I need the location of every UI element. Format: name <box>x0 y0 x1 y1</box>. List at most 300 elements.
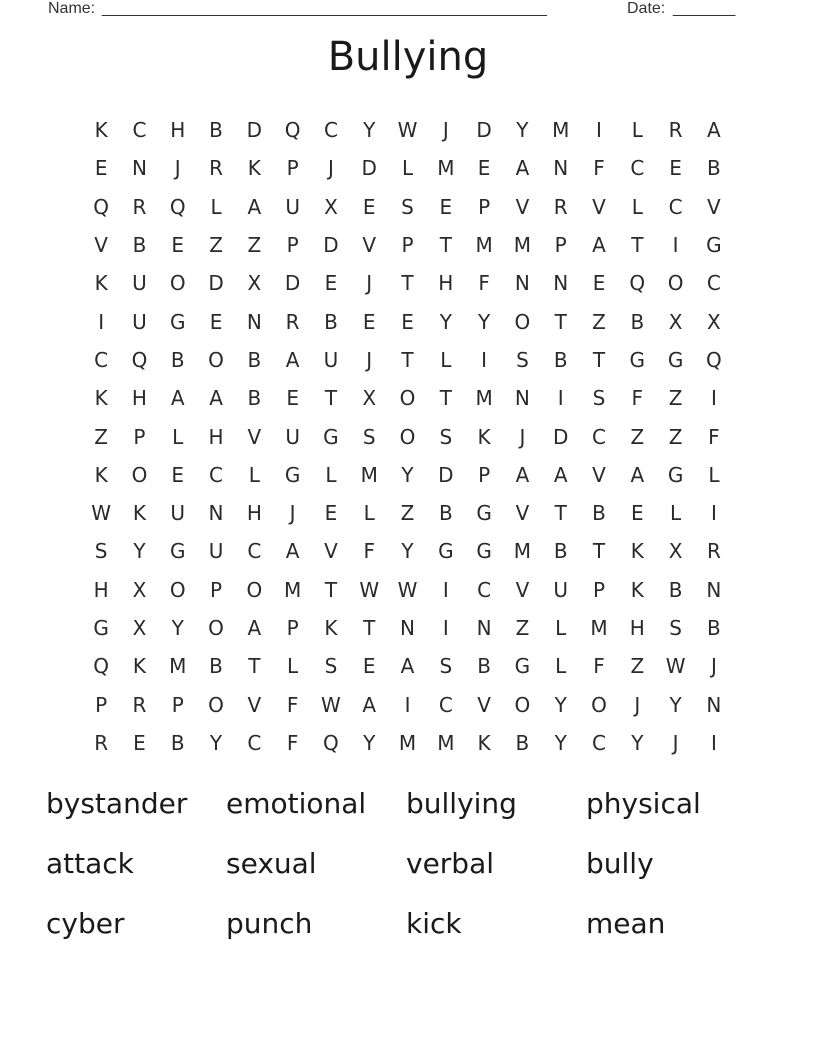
grid-cell: C <box>323 118 338 143</box>
grid-cell: L <box>363 501 375 526</box>
grid-cell: C <box>477 577 492 602</box>
grid-cell: P <box>554 233 567 258</box>
grid-cell: T <box>592 539 606 564</box>
grid-cell: I <box>710 730 717 755</box>
grid-cell: F <box>286 692 299 717</box>
grid-cell: B <box>515 730 530 755</box>
grid-cell: G <box>667 462 684 487</box>
grid-cell: F <box>708 424 720 449</box>
word-bank-item: mean <box>586 907 666 940</box>
grid-cell: W <box>91 501 112 526</box>
grid-cell: A <box>707 118 721 143</box>
grid-cell: Q <box>284 118 301 143</box>
grid-cell: O <box>131 462 148 487</box>
grid-cell: G <box>323 424 339 449</box>
grid-cell: C <box>438 692 453 717</box>
grid-cell: E <box>362 309 376 334</box>
grid-cell: T <box>363 616 376 640</box>
grid-cell: H <box>93 577 109 602</box>
grid-cell: R <box>132 194 147 219</box>
grid-cell: M <box>513 233 532 258</box>
grid-cell: D <box>323 233 339 258</box>
grid-cell: E <box>286 386 299 411</box>
grid-cell: C <box>592 730 606 755</box>
grid-cell: J <box>327 156 334 181</box>
grid-cell: Z <box>400 501 415 526</box>
grid-cell: O <box>591 692 607 717</box>
grid-cell: A <box>515 462 530 487</box>
grid-cell: K <box>94 386 108 411</box>
grid-cell: L <box>401 156 414 181</box>
grid-cell: A <box>247 616 262 640</box>
grid-cell: T <box>401 347 414 372</box>
grid-cell: N <box>131 156 147 181</box>
grid-cell: A <box>285 347 300 372</box>
name-label: Name: <box>48 0 96 17</box>
grid-cell: M <box>437 730 455 755</box>
grid-cell: P <box>133 424 146 449</box>
grid-cell: S <box>592 386 606 411</box>
grid-cell: R <box>209 156 223 181</box>
grid-cell: J <box>366 271 373 296</box>
grid-cell: B <box>630 309 645 334</box>
grid-cell: I <box>557 386 564 411</box>
grid-cell: K <box>94 462 108 487</box>
grid-cell: E <box>171 233 185 258</box>
grid-cell: Q <box>93 194 110 219</box>
word-bank-item: bully <box>586 847 654 880</box>
grid-cell: K <box>324 616 338 640</box>
grid-cell: G <box>514 654 531 679</box>
grid-cell: N <box>553 156 569 181</box>
grid-cell: Y <box>401 539 414 564</box>
grid-cell: T <box>439 386 452 411</box>
grid-cell: Q <box>629 271 646 296</box>
grid-cell: E <box>362 654 376 679</box>
grid-cell: U <box>132 309 147 334</box>
grid-cell: C <box>209 462 224 487</box>
grid-cell: E <box>362 194 376 219</box>
grid-cell: W <box>665 654 686 679</box>
word-bank-item: physical <box>586 787 701 820</box>
grid-cell: M <box>360 462 378 487</box>
grid-cell: A <box>630 462 645 487</box>
grid-cell: E <box>401 309 414 334</box>
grid-cell: M <box>437 156 455 181</box>
grid-cell: N <box>246 309 262 334</box>
grid-cell: B <box>209 654 223 679</box>
grid-cell: T <box>554 309 567 334</box>
grid-cell: I <box>98 309 105 334</box>
grid-cell: C <box>706 271 721 296</box>
grid-cell: O <box>514 309 531 334</box>
grid-cell: U <box>285 194 300 219</box>
grid-cell: F <box>286 730 299 755</box>
grid-cell: Y <box>133 539 146 564</box>
grid-cell: H <box>170 118 186 143</box>
grid-cell: U <box>170 501 186 526</box>
grid-cell: J <box>519 424 526 449</box>
grid-cell: S <box>439 654 453 679</box>
grid-cell: A <box>553 462 568 487</box>
grid-cell: J <box>174 156 181 181</box>
grid-cell: T <box>401 271 414 296</box>
word-bank <box>46 782 766 962</box>
grid-cell: P <box>592 577 606 602</box>
grid-cell: N <box>553 271 569 296</box>
grid-cell: I <box>710 386 717 411</box>
grid-cell: B <box>132 233 147 258</box>
grid-cell: S <box>516 347 529 372</box>
grid-cell: H <box>246 501 262 526</box>
grid-cell: X <box>668 539 683 564</box>
grid-cell: Y <box>554 730 567 755</box>
grid-cell: M <box>513 539 532 564</box>
grid-cell: N <box>706 692 722 717</box>
grid-cell: V <box>515 577 530 602</box>
word-bank-item: cyber <box>46 907 125 940</box>
grid-cell: Z <box>209 233 223 258</box>
grid-cell: K <box>94 271 108 296</box>
grid-cell: L <box>172 424 184 449</box>
grid-cell: C <box>630 156 645 181</box>
grid-cell: Y <box>631 730 644 755</box>
word-bank-item: verbal <box>406 847 495 880</box>
grid-cell: G <box>284 462 301 487</box>
grid-cell: S <box>669 616 682 640</box>
grid-cell: J <box>289 501 296 526</box>
grid-cell: B <box>477 654 491 679</box>
grid-cell: Z <box>515 616 530 640</box>
grid-cell: N <box>476 616 492 640</box>
grid-cell: V <box>592 194 606 219</box>
grid-cell: U <box>208 539 224 564</box>
grid-cell: G <box>476 501 492 526</box>
grid-cell: Y <box>554 692 567 717</box>
grid-cell: F <box>593 156 605 181</box>
grid-cell: G <box>629 347 646 372</box>
grid-cell: K <box>477 424 491 449</box>
grid-cell: X <box>132 616 147 640</box>
grid-cell: X <box>324 194 338 219</box>
grid-cell: P <box>210 577 223 602</box>
grid-cell: Q <box>131 347 148 372</box>
grid-cell: C <box>247 730 262 755</box>
grid-cell: D <box>246 118 263 143</box>
grid-cell: I <box>442 616 449 640</box>
grid-cell: P <box>286 156 299 181</box>
date-blank-line: _______ <box>673 0 736 17</box>
grid-cell: K <box>630 577 644 602</box>
grid-cell: V <box>247 424 262 449</box>
grid-cell: Y <box>363 118 376 143</box>
word-bank-item: emotional <box>226 787 367 820</box>
grid-cell: I <box>672 233 679 258</box>
grid-cell: B <box>209 118 223 143</box>
grid-cell: A <box>285 539 300 564</box>
grid-cell: W <box>359 577 380 602</box>
grid-cell: H <box>208 424 224 449</box>
grid-cell: Q <box>93 654 110 679</box>
grid-cell: T <box>324 577 338 602</box>
grid-cell: P <box>286 233 299 258</box>
grid-cell: N <box>706 577 722 602</box>
grid-cell: N <box>514 271 530 296</box>
grid-cell: K <box>477 730 491 755</box>
grid-cell: B <box>170 347 185 372</box>
grid-cell: M <box>590 616 608 640</box>
grid-cell: H <box>629 616 645 640</box>
grid-cell: K <box>94 118 108 143</box>
grid-cell: S <box>324 654 338 679</box>
grid-cell: G <box>476 539 492 564</box>
grid-cell: O <box>667 271 684 296</box>
grid-cell: E <box>324 271 338 296</box>
grid-cell: L <box>670 501 682 526</box>
grid-cell: T <box>554 501 567 526</box>
grid-cell: N <box>208 501 224 526</box>
grid-cell: Z <box>630 424 645 449</box>
grid-cell: V <box>592 462 606 487</box>
grid-cell: N <box>400 616 415 640</box>
grid-cell: G <box>169 539 186 564</box>
grid-cell: V <box>515 501 530 526</box>
grid-cell: P <box>95 692 108 717</box>
grid-cell: K <box>132 501 146 526</box>
grid-cell: E <box>477 156 491 181</box>
grid-cell: I <box>442 577 449 602</box>
grid-cell: D <box>284 271 301 296</box>
grid-cell: M <box>169 654 187 679</box>
grid-cell: C <box>94 347 109 372</box>
grid-cell: V <box>477 692 491 717</box>
grid-cell: R <box>706 539 721 564</box>
grid-cell: U <box>132 271 147 296</box>
grid-cell: O <box>514 692 531 717</box>
grid-cell: W <box>397 577 418 602</box>
grid-cell: Z <box>247 233 262 258</box>
grid-cell: S <box>439 424 453 449</box>
grid-cell: X <box>707 309 721 334</box>
grid-cell: Z <box>592 309 606 334</box>
grid-cell: C <box>132 118 147 143</box>
grid-cell: L <box>555 654 567 679</box>
grid-cell: R <box>285 309 300 334</box>
grid-cell: B <box>553 539 568 564</box>
grid-cell: M <box>398 730 417 755</box>
grid-cell: T <box>248 654 261 679</box>
grid-cell: L <box>287 654 299 679</box>
grid-cell: U <box>323 347 339 372</box>
grid-cell: C <box>247 539 262 564</box>
grid-cell: V <box>247 692 262 717</box>
grid-cell: L <box>631 194 643 219</box>
grid-cell: V <box>324 539 338 564</box>
grid-cell: B <box>553 347 568 372</box>
grid-cell: R <box>668 118 683 143</box>
grid-cell: K <box>247 156 261 181</box>
grid-cell: Z <box>668 386 683 411</box>
grid-cell: L <box>248 462 260 487</box>
grid-cell: A <box>400 654 415 679</box>
grid-cell: P <box>171 692 184 717</box>
grid-cell: S <box>362 424 376 449</box>
grid-cell: F <box>478 271 490 296</box>
grid-cell: J <box>672 730 679 755</box>
grid-cell: Y <box>478 309 491 334</box>
grid-cell: Y <box>516 118 529 143</box>
grid-cell: H <box>438 271 454 296</box>
grid-cell: D <box>208 271 224 296</box>
grid-cell: P <box>286 616 299 640</box>
grid-cell: T <box>592 347 606 372</box>
letter-grid <box>82 111 733 762</box>
grid-cell: L <box>631 118 643 143</box>
grid-cell: M <box>284 577 302 602</box>
grid-cell: Y <box>363 730 376 755</box>
grid-cell: J <box>710 654 717 679</box>
grid-cell: X <box>362 386 377 411</box>
grid-cell: L <box>325 462 337 487</box>
grid-cell: F <box>593 654 605 679</box>
grid-cell: B <box>668 577 683 602</box>
grid-cell: I <box>404 692 411 717</box>
grid-cell: X <box>668 309 683 334</box>
grid-cell: I <box>710 501 717 526</box>
grid-cell: E <box>630 501 644 526</box>
grid-cell: X <box>132 577 147 602</box>
grid-cell: B <box>247 386 262 411</box>
word-bank-item: attack <box>46 847 134 880</box>
grid-cell: B <box>247 347 262 372</box>
grid-cell: D <box>553 424 569 449</box>
grid-cell: Y <box>439 309 452 334</box>
grid-cell: L <box>555 616 567 640</box>
grid-cell: D <box>438 462 454 487</box>
grid-cell: V <box>707 194 721 219</box>
grid-cell: A <box>247 194 262 219</box>
grid-cell: E <box>171 462 185 487</box>
grid-cell: E <box>209 309 223 334</box>
grid-cell: D <box>361 156 377 181</box>
grid-cell: J <box>634 692 641 717</box>
grid-cell: Y <box>669 692 682 717</box>
grid-cell: B <box>438 501 453 526</box>
grid-cell: M <box>552 118 570 143</box>
grid-cell: A <box>362 692 377 717</box>
grid-cell: E <box>439 194 453 219</box>
grid-cell: I <box>481 347 488 372</box>
grid-cell: E <box>324 501 338 526</box>
grid-cell: V <box>515 194 530 219</box>
grid-cell: B <box>707 156 721 181</box>
word-bank-item: kick <box>406 907 462 940</box>
grid-cell: T <box>324 386 338 411</box>
grid-cell: R <box>94 730 109 755</box>
grid-cell: X <box>247 271 262 296</box>
grid-cell: G <box>169 309 186 334</box>
grid-cell: E <box>94 156 108 181</box>
grid-cell: Q <box>169 194 186 219</box>
grid-cell: F <box>631 386 644 411</box>
grid-cell: L <box>440 347 452 372</box>
date-label: Date: <box>627 0 666 17</box>
grid-cell: S <box>401 194 414 219</box>
grid-cell: O <box>208 347 224 372</box>
grid-cell: G <box>667 347 684 372</box>
grid-cell: B <box>592 501 606 526</box>
grid-cell: U <box>285 424 300 449</box>
grid-cell: V <box>362 233 377 258</box>
grid-cell: C <box>668 194 683 219</box>
grid-cell: S <box>94 539 108 564</box>
grid-cell: N <box>514 386 530 411</box>
grid-cell: W <box>397 118 418 143</box>
grid-cell: P <box>401 233 414 258</box>
grid-cell: Y <box>401 462 414 487</box>
grid-cell: A <box>515 156 530 181</box>
grid-cell: U <box>553 577 569 602</box>
grid-cell: M <box>475 386 493 411</box>
grid-cell: R <box>553 194 568 219</box>
grid-cell: R <box>132 692 147 717</box>
grid-cell: Z <box>668 424 683 449</box>
grid-cell: T <box>631 233 644 258</box>
grid-cell: W <box>321 692 341 717</box>
grid-cell: H <box>131 386 147 411</box>
grid-cell: O <box>169 271 186 296</box>
grid-cell: G <box>706 233 722 258</box>
grid-cell: A <box>592 233 606 258</box>
grid-cell: L <box>708 462 720 487</box>
grid-cell: P <box>478 462 491 487</box>
grid-cell: T <box>439 233 452 258</box>
grid-cell: G <box>93 616 109 640</box>
grid-cell: J <box>442 118 449 143</box>
grid-cell: Z <box>630 654 645 679</box>
grid-cell: B <box>170 730 185 755</box>
grid-cell: Y <box>171 616 184 640</box>
word-bank-item: punch <box>226 907 313 940</box>
grid-cell: A <box>170 386 185 411</box>
grid-cell: O <box>246 577 263 602</box>
grid-cell: P <box>478 194 491 219</box>
grid-cell: Q <box>323 730 339 755</box>
grid-cell: F <box>363 539 375 564</box>
grid-cell: Y <box>209 730 223 755</box>
grid-cell: O <box>169 577 186 602</box>
page-title: Bullying <box>327 34 489 80</box>
grid-cell: K <box>630 539 644 564</box>
grid-cell: E <box>669 156 682 181</box>
grid-cell: E <box>592 271 606 296</box>
grid-cell: B <box>324 309 338 334</box>
word-bank-item: bystander <box>46 787 188 820</box>
grid-cell: B <box>707 616 721 640</box>
grid-cell: C <box>592 424 606 449</box>
grid-cell: A <box>209 386 223 411</box>
grid-cell: I <box>596 118 602 143</box>
grid-cell: M <box>475 233 493 258</box>
grid-cell: E <box>133 730 146 755</box>
grid-cell: K <box>132 654 146 679</box>
grid-cell: Z <box>94 424 108 449</box>
grid-cell: O <box>208 616 224 640</box>
word-bank-item: bullying <box>406 787 517 820</box>
grid-cell: L <box>210 194 222 219</box>
grid-cell: G <box>438 539 454 564</box>
grid-cell: V <box>94 233 108 258</box>
